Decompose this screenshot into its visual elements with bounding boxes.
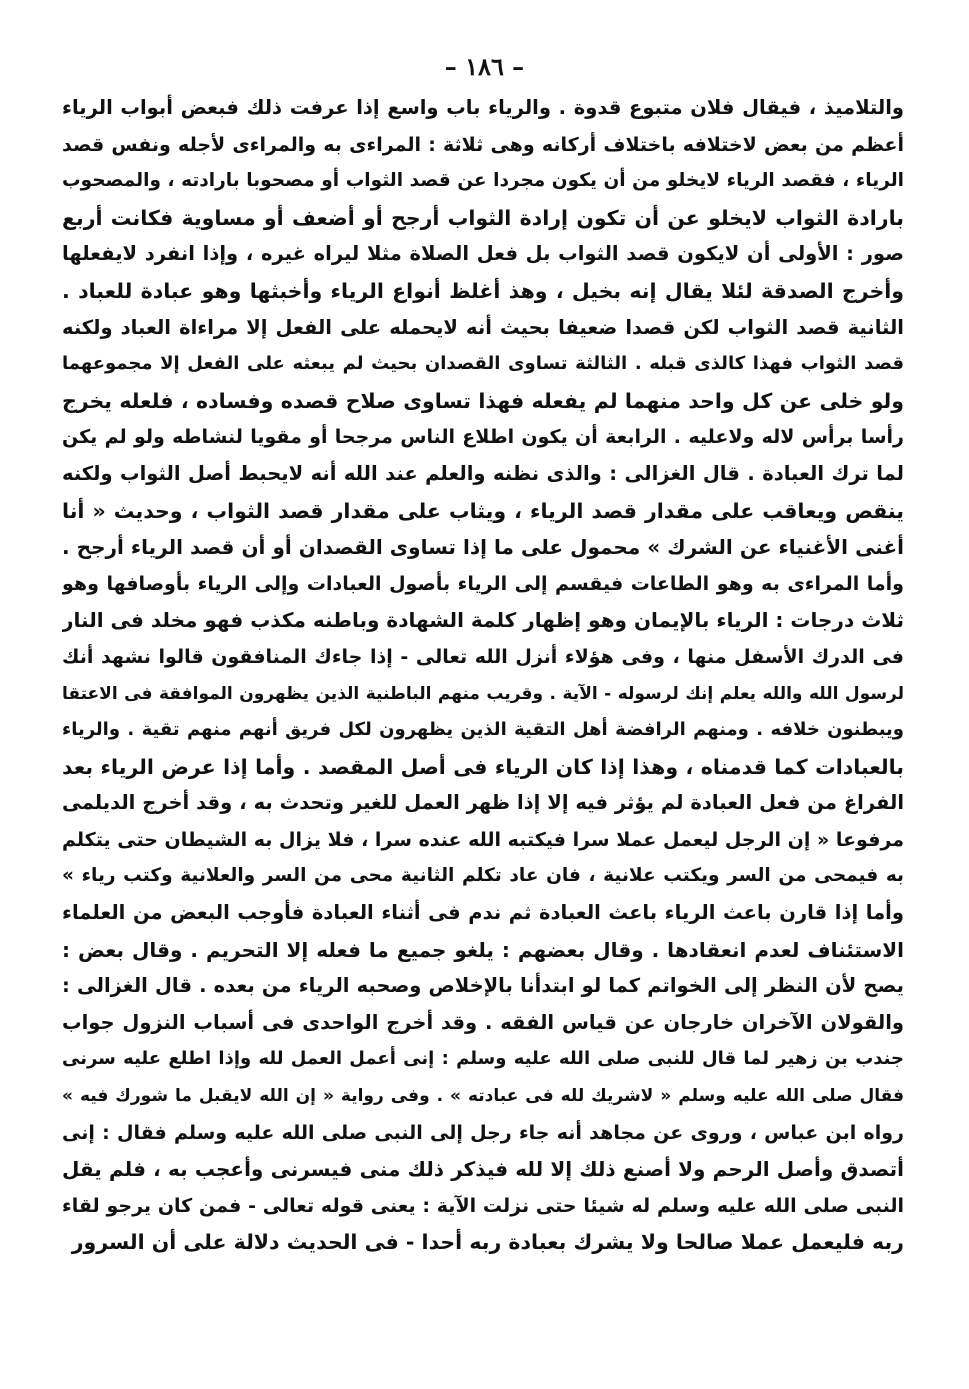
text-line: ويبطنون خلافه . ومنهم الرافضة أهل التقية الذين يظهرون لكل فريق أنهم منهم تقية . والرياء xyxy=(62,719,904,741)
text-line: قصد الثواب فهذا كالذى قبله . الثالثة تساوى القصدان بحيث لم يبعثه على الفعل إلا مجموعهما xyxy=(62,353,904,375)
text-line: رأسا برأس لاله ولاعليه . الرابعة أن يكون اطلاع الناس مرجحا أو مقويا لنشاطه ولو لم يكن xyxy=(62,426,904,449)
text-line: رواه ابن عباس ، وروى عن مجاهد أنه جاء رجل إلى النبى صلى الله عليه وسلم فقال : إنى xyxy=(62,1121,904,1144)
text-line: جندب بن زهير لما قال للنبى صلى الله عليه وسلم : إنى أعمل العمل لله وإذا اطلع عليه سرنى xyxy=(62,1048,904,1070)
text-line: ولو خلى عن كل واحد منهما لم يفعله فهذا تساوى صلاح قصده وفساده ، فلعله يخرج xyxy=(62,388,904,413)
text-line: ثلاث درجات : الرياء بالإيمان وهو إظهار كلمة الشهادة وباطنه مكذب فهو مخلد فى النار xyxy=(62,608,904,633)
text-line: صور : الأولى أن لايكون قصد الثواب بل فعل الصلاة مثلا ليراه غيره ، وإذا انفرد لايفعلها xyxy=(62,242,904,266)
text-line: والتلاميذ ، فيقال فلان متبوع قدوة . والرياء باب واسع إذا عرفت ذلك فبعض أبواب الرياء xyxy=(62,96,904,119)
page-number: – ١٨٦ – xyxy=(444,52,525,81)
text-line: فقال صلى الله عليه وسلم « لاشريك لله فى عبادته » . وفى رواية « إن الله لايقبل ما شورك فيه » xyxy=(62,1086,904,1107)
text-line: الثانية قصد الثواب لكن قصدا ضعيفا بحيث أنه لايحمله على الفعل إلا مراءاة العباد ولكنه xyxy=(62,315,904,339)
text-line: به فيمحى من السر ويكتب علانية ، فان عاد تكلم الثانية محى من السر والعلانية وكتب رياء » xyxy=(62,865,904,887)
text-line: بالعبادات كما قدمناه ، وهذا إذا كان الرياء فى أصل المقصد . وأما إذا عرض الرياء بعد xyxy=(62,754,904,779)
text-line: ينقص ويعاقب على مقدار قصد الرياء ، ويثاب على مقدار قصد الثواب ، وحديث « أنا xyxy=(62,498,904,523)
text-line: فى الدرك الأسفل منها ، وفى هؤلاء أنزل الله تعالى - إذا جاءك المنافقون قالوا نشهد أنك xyxy=(62,645,904,668)
text-line: أغنى الأغنياء عن الشرك » محمول على ما إذا تساوى القصدان أو أن قصد الرياء أرجح . xyxy=(62,535,904,560)
text-line: لرسول الله والله يعلم إنك لرسوله - الآية . وقريب منهم الباطنية الذين يظهرون الموافقة فى الاعتقا xyxy=(62,683,904,704)
text-line: بارادة الثواب لايخلو عن أن تكون إرادة الثواب أرجح أو أضعف أو مساوية فكانت أربع xyxy=(62,205,904,230)
text-line: الرياء ، فقصد الرياء لايخلو من أن يكون مجردا عن قصد الثواب أو مصحوبا بارادته ، والمصحوب xyxy=(62,170,904,192)
text-line: ربه فليعمل عملا صالحا ولا يشرك بعبادة ربه أحدا - فى الحديث دلالة على أن السرور xyxy=(71,1230,904,1255)
text-line: وأما المراءى به وهو الطاعات فيقسم إلى الرياء بأصول العبادات وإلى الرياء بأوصافها وهو xyxy=(62,572,904,595)
text-line: الفراغ من فعل العبادة لم يؤثر فيه إلا إذا ظهر العمل للغير وتحدث به ، وقد أخرج الديلمى xyxy=(62,791,904,815)
text-line: النبى صلى الله عليه وسلم له شيئا حتى نزلت الآية : يعنى قوله تعالى - فمن كان يرجو لقاء xyxy=(62,1194,904,1217)
text-line: يصح لأن النظر إلى الخواتم كما لو ابتدأنا بالإخلاص وصحبه الرياء من بعده . قال الغزالى : xyxy=(62,974,904,998)
text-line: مرفوعا « إن الرجل ليعمل عملا سرا فيكتبه الله عنده سرا ، فلا يزال به الشيطان حتى يتكلم xyxy=(62,828,904,851)
text-line: لما ترك العبادة . قال الغزالى : والذى نظنه والعلم عند الله أنه لايحبط أصل الثواب ولكنه xyxy=(62,461,904,485)
text-line: أعظم من بعض لاختلافه باختلاف أركانه وهى ثلاثة : المراءى به والمراءى لأجله ونفس قصد xyxy=(62,133,904,156)
text-line: الاستئناف لعدم انعقادها . وقال بعضهم : يلغو جميع ما فعله إلا التحريم . وقال بعض : xyxy=(62,937,904,962)
text-line: والقولان الآخران خارجان عن قياس الفقه . وقد أخرج الواحدى فى أسباب النزول جواب xyxy=(62,1010,904,1034)
text-line: وأما إذا قارن باعث الرياء باعث العبادة ثم ندم فى أثناء العبادة فأوجب البعض من العلماء xyxy=(62,901,904,925)
text-line: وأخرج الصدقة لئلا يقال إنه بخيل ، وهذ أغلظ أنواع الرياء وأخبثها وهو عبادة للعباد . xyxy=(62,278,904,303)
body-text xyxy=(62,90,904,1261)
text-line: أتصدق وأصل الرحم ولا أصنع ذلك إلا لله فيذكر ذلك منى فيسرنى وأعجب به ، فلم يقل xyxy=(62,1157,904,1182)
